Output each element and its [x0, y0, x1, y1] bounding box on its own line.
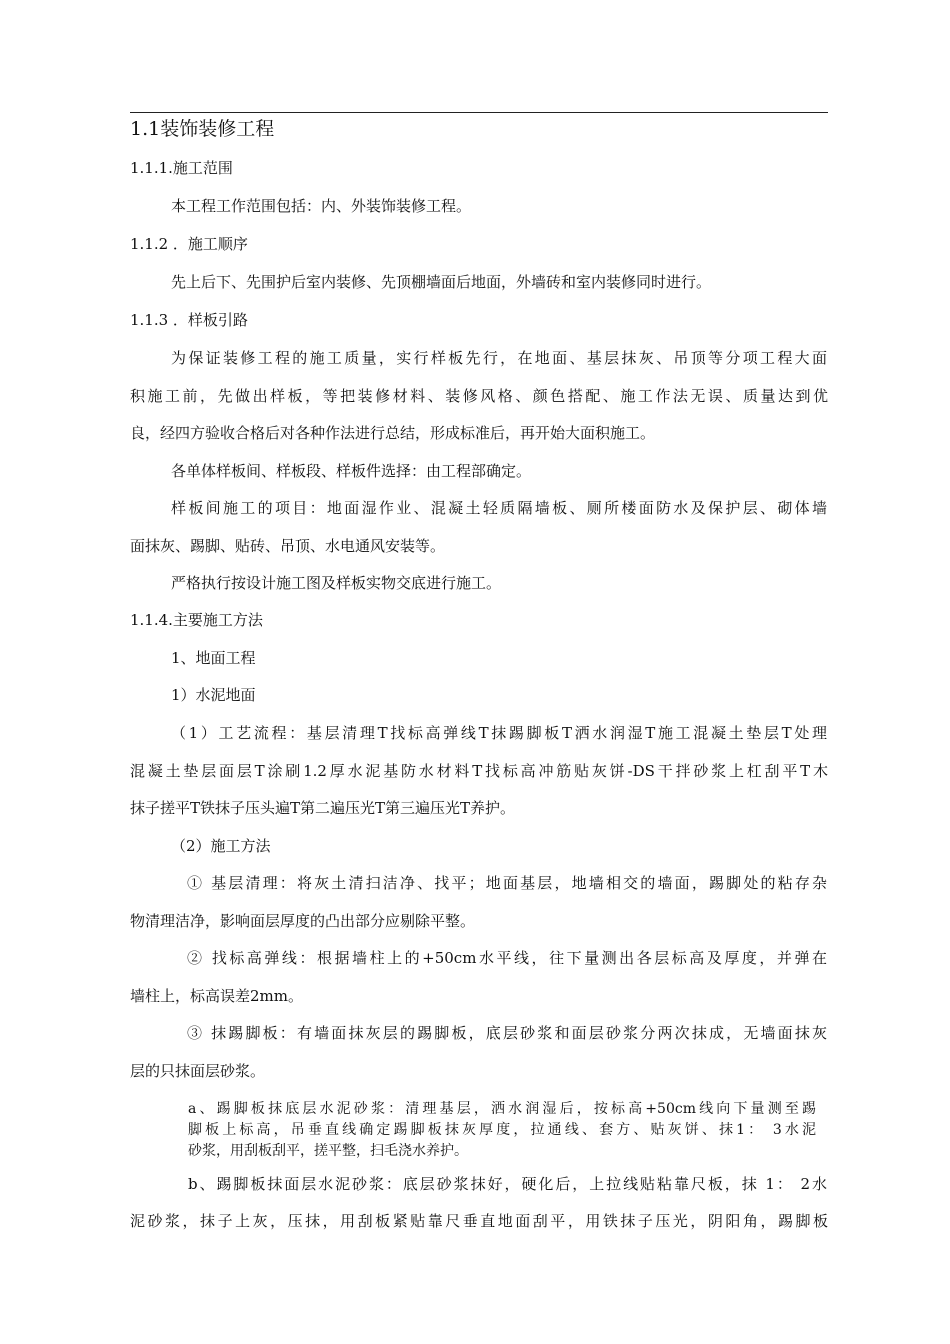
strict-execution-paragraph: 严格执行按设计施工图及样板实物交底进行施工。 [171, 574, 502, 592]
sub-item-a-line: 脚板上标高，吊垂直线确定踢脚板抹灰厚度，拉通线、套方、贴灰饼、抹1： 3水泥 [188, 1122, 816, 1138]
heading-1-1-1: 1.1.1.施工范围 [130, 159, 233, 177]
construction-method-heading: （2）施工方法 [171, 837, 271, 855]
process-flow-line: 抹子搓平T铁抹子压头遍T第二遍压光T第三遍压光T养护。 [130, 799, 516, 817]
heading-1-1-3: 1.1.3 ．样板引路 [130, 311, 248, 329]
method-step-line: 墙柱上，标高误差2mm。 [130, 987, 303, 1005]
sub-item-a-line: 砂浆，用刮板刮平，搓平整，扫毛浇水养护。 [188, 1143, 468, 1159]
sub-item-b-line: b、踢脚板抹面层水泥砂浆：底层砂浆抹好，硬化后，上拉线贴粘靠尺板，抹 1： 2水 [188, 1175, 827, 1193]
heading-1-1-4: 1.1.4.主要施工方法 [130, 611, 263, 629]
method-step-line: ③ 抹踢脚板：有墙面抹灰层的踢脚板，底层砂浆和面层砂浆分两次抹成，无墙面抹灰 [187, 1024, 827, 1042]
heading-1-1-2: 1.1.2 ．施工顺序 [130, 235, 248, 253]
sample-paragraph-line: 为保证装修工程的施工质量，实行样板先行，在地面、基层抹灰、吊顶等分项工程大面 [171, 349, 827, 367]
paragraph-scope: 本工程工作范围包括：内、外装饰装修工程。 [171, 197, 472, 215]
sample-items-line: 面抹灰、踢脚、贴砖、吊顶、水电通风安装等。 [130, 537, 446, 555]
sample-selection-paragraph: 各单体样板间、样板段、样板件选择：由工程部确定。 [171, 462, 532, 480]
item-cement-floor: 1）水泥地面 [171, 686, 256, 704]
header-rule [130, 112, 828, 113]
method-step-line: 层的只抹面层砂浆。 [130, 1062, 266, 1080]
method-step-line: 物清理洁净，影响面层厚度的凸出部分应剔除平整。 [130, 912, 476, 930]
item-floor-works: 1、地面工程 [171, 649, 256, 667]
paragraph-sequence: 先上后下、先围护后室内装修、先顶棚墙面后地面，外墙砖和室内装修同时进行。 [171, 273, 712, 291]
process-flow-line: （1）工艺流程：基层清理T找标高弹线T抹踢脚板T洒水润湿T施工混凝土垫层T处理 [171, 724, 827, 742]
sub-item-a-line: a、踢脚板抹底层水泥砂浆：清理基层，洒水润湿后，按标高+50cm线向下量测至踢 [188, 1101, 816, 1117]
method-step-line: ② 找标高弹线：根据墙柱上的+50cm水平线，往下量测出各层标高及厚度，并弹在 [187, 949, 827, 967]
process-flow-line: 混凝土垫层面层T涂刷1.2厚水泥基防水材料T找标高冲筋贴灰饼-DS干拌砂浆上杠刮平T木 [130, 762, 828, 780]
method-step-line: ① 基层清理：将灰土清扫洁净、找平；地面基层，地墙相交的墙面，踢脚处的粘存杂 [187, 874, 827, 892]
section-heading-1-1: 1.1装饰装修工程 [130, 118, 275, 140]
sample-paragraph-line: 积施工前，先做出样板，等把装修材料、装修风格、颜色搭配、施工作法无误、质量达到优 [130, 387, 828, 405]
sub-item-b-line: 泥砂浆，抹子上灰，压抹，用刮板紧贴靠尺垂直地面刮平，用铁抹子压光，阴阳角，踢脚板 [130, 1212, 828, 1230]
sample-items-line: 样板间施工的项目：地面湿作业、混凝土轻质隔墙板、厕所楼面防水及保护层、砌体墙 [171, 499, 827, 517]
sample-paragraph-line: 良，经四方验收合格后对各种作法进行总结，形成标准后，再开始大面积施工。 [130, 424, 656, 442]
